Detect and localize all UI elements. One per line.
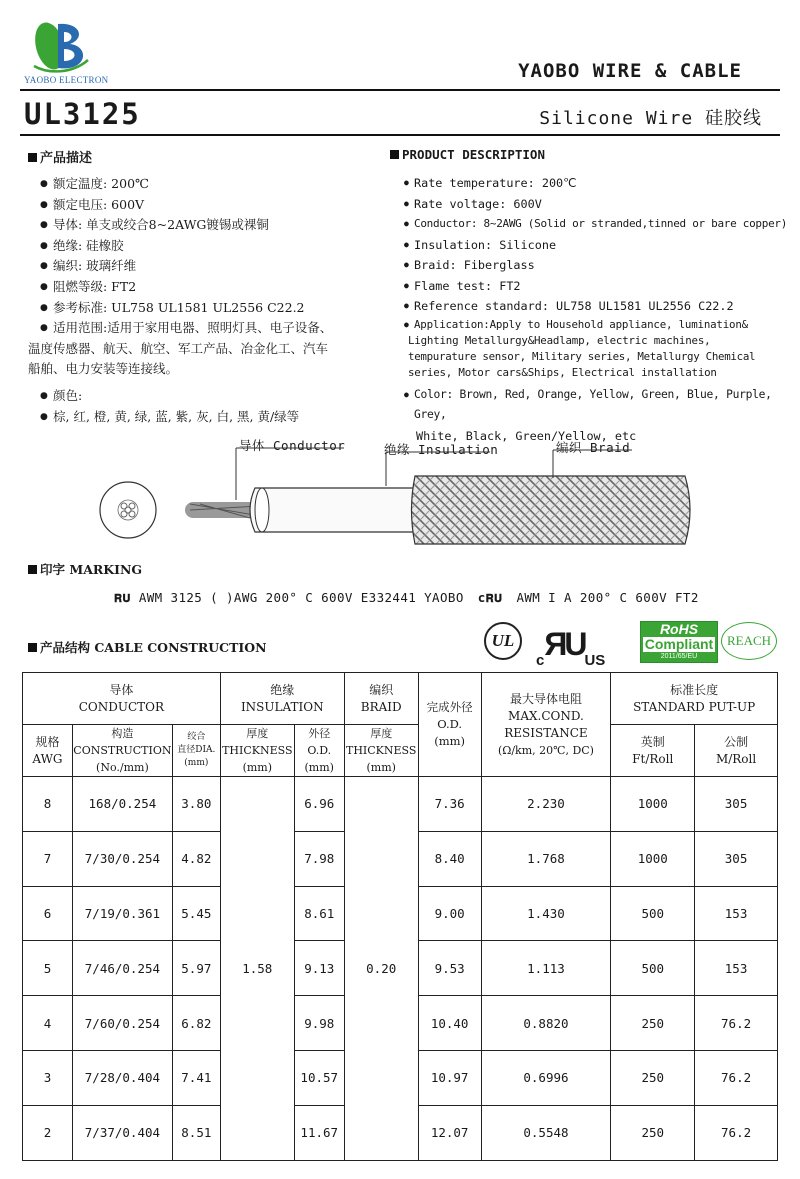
desc-cn-list [28,174,390,427]
cell-awg: 3 [23,1050,73,1105]
header-braid-thickness: 厚度 THICKNESS (mm) [344,725,418,777]
list-item: ● 参考标准: UL758 UL1581 UL2556 C22.2 [40,298,390,319]
cell-m-roll: 76.2 [695,1105,778,1160]
list-item: ● Rate voltage: 600V [404,194,794,215]
list-item: ● Insulation: Silicone [404,235,794,256]
desc-cn-heading: 产品描述 [28,147,92,166]
header-rule [20,89,780,91]
cell-ft-roll: 1000 [611,831,695,886]
cell-construction: 7/28/0.404 [72,1050,172,1105]
list-item: 船舶、电力安装等连接线。 [28,361,179,377]
cell-ins-od: 9.98 [294,996,344,1051]
logo-text: YAOBO ELECTRON [24,75,109,85]
cell-dia: 6.82 [172,996,220,1051]
header-resistance: 最大导体电阻 MAX.COND. RESISTANCE (Ω/km, 20℃, DC) [481,673,611,777]
cell-braid-thickness: 0.20 [344,777,418,1161]
cell-awg: 5 [23,941,73,996]
cell-construction: 7/46/0.254 [72,941,172,996]
company-name: YAOBO WIRE & CABLE [518,60,742,82]
cell-ins-thickness: 1.58 [220,777,294,1161]
cell-ins-od: 11.67 [294,1105,344,1160]
cell-construction: 7/37/0.404 [72,1105,172,1160]
braid-label: 编织 Braid [556,440,631,455]
header-od: 完成外径 O.D. (mm) [418,673,481,777]
cell-m-roll: 153 [695,886,778,941]
cell-od: 10.97 [418,1050,481,1105]
cell-resistance: 0.6996 [481,1050,611,1105]
list-item: ● 编织: 玻璃纤维 [40,256,390,277]
cell-m-roll: 305 [695,831,778,886]
table-row [23,777,778,832]
list-item: tempurature sensor, Military series, Metallurgy Chemical [408,349,756,363]
marking-text-2: AWM I A 200° C 600V FT2 [516,590,699,605]
cell-m-roll: 76.2 [695,1050,778,1105]
cell-dia: 5.97 [172,941,220,996]
list-item: White, Black, Green/Yellow, etc [416,428,637,443]
cell-ft-roll: 1000 [611,777,695,832]
cell-dia: 5.45 [172,886,220,941]
cell-resistance: 1.113 [481,941,611,996]
list-item: ● 棕, 红, 橙, 黄, 绿, 蓝, 紫, 灰, 白, 黑, 黄/绿等 [40,407,390,428]
ul-recognized-icon: 𝐑𝐔 [114,592,131,605]
list-item: ● 适用范围:适用于家用电器、照明灯具、电子设备、 [40,318,390,339]
cell-m-roll: 305 [695,777,778,832]
desc-en-list [404,173,794,446]
cell-od: 7.36 [418,777,481,832]
conductor-label: 导体 Conductor [239,438,346,453]
header-rule-bottom [20,134,780,136]
cell-od: 9.53 [418,941,481,996]
cell-m-roll: 153 [695,941,778,996]
header-ins-od: 外径 O.D. (mm) [294,725,344,777]
cell-ins-od: 6.96 [294,777,344,832]
cell-ft-roll: 500 [611,941,695,996]
marking-heading: 印字 MARKING [28,560,142,578]
header-construction: 构造 CONSTRUCTION (No./mm) [72,725,172,777]
ul-listed-icon: UL [484,622,522,660]
cell-m-roll: 76.2 [695,996,778,1051]
cable-diagram [90,440,710,560]
cell-resistance: 0.5548 [481,1105,611,1160]
list-item: ● 额定温度: 200℃ [40,174,390,195]
cell-ins-od: 7.98 [294,831,344,886]
cell-awg: 4 [23,996,73,1051]
list-item: ● 额定电压: 600V [40,195,390,216]
cell-resistance: 0.8820 [481,996,611,1051]
cell-od: 8.40 [418,831,481,886]
product-subtitle: Silicone Wire 硅胶线 [539,108,762,129]
rohs-compliant-icon: RoHS Compliant 2011/65/EU [640,621,718,663]
list-item: ● Braid: Fiberglass [404,255,794,276]
header-braid: 编织 BRAID [344,673,418,725]
list-item: ● Rate temperature: 200℃ [404,173,794,194]
construction-heading: 产品结构 CABLE CONSTRUCTION [28,638,267,656]
cell-ins-od: 10.57 [294,1050,344,1105]
cell-awg: 6 [23,886,73,941]
list-item: Lighting Metallurgy&Headlamp, electric machines, [408,333,711,347]
cell-dia: 3.80 [172,777,220,832]
list-item: ● Conductor: 8~2AWG (Solid or stranded,tinned or bare copper) [404,214,794,235]
cell-od: 10.40 [418,996,481,1051]
cell-dia: 7.41 [172,1050,220,1105]
insulation-label: 绝缘 Insulation [384,442,499,457]
cell-resistance: 2.230 [481,777,611,832]
header-ft-roll: 英制 Ft/Roll [611,725,695,777]
reach-icon: REACH [721,622,777,660]
list-item: 温度传感器、航天、航空、军工产品、冶金化工、汽车 [28,340,329,356]
cell-construction: 7/30/0.254 [72,831,172,886]
cell-resistance: 1.768 [481,831,611,886]
list-item: ● Flame test: FT2 [404,276,794,297]
list-item: series, Motor cars&Ships, Electrical installation [408,365,717,379]
header-conductor: 导体 CONDUCTOR [23,673,221,725]
list-item: ● Reference standard: UL758 UL1581 UL2556 C22.2 [404,296,794,317]
list-item: ● 颜色: [40,386,390,407]
cell-dia: 8.51 [172,1105,220,1160]
cell-dia: 4.82 [172,831,220,886]
logo-icon [28,16,98,76]
c-ur-us-icon: cЯUUS [536,626,606,669]
list-item: ● Color: Brown, Red, Orange, Yellow, Green, Blue, Purple, Grey, [404,385,794,426]
list-item: ● 绝缘: 硅橡胶 [40,236,390,257]
cell-ft-roll: 250 [611,1050,695,1105]
cable-construction-table [22,672,778,1161]
marking-text-1: AWM 3125 ( )AWG 200° C 600V E332441 YAOBO [138,590,464,605]
list-item: ● Application:Apply to Household appliance, lumination& [404,317,794,333]
c-ul-recognized-icon: c𝐑𝐔 [477,590,503,605]
cell-ins-od: 8.61 [294,886,344,941]
cell-construction: 168/0.254 [72,777,172,832]
list-item: ● 阻燃等级: FT2 [40,277,390,298]
cell-ft-roll: 500 [611,886,695,941]
cell-resistance: 1.430 [481,886,611,941]
cell-construction: 7/19/0.361 [72,886,172,941]
marking-text [114,590,699,606]
cell-od: 9.00 [418,886,481,941]
header-dia: 绞合 直径DIA. (mm) [172,725,220,777]
header-insulation: 绝缘 INSULATION [220,673,344,725]
list-item: ● 导体: 单支或绞合8~2AWG镀锡或裸铜 [40,215,390,236]
model-title: UL3125 [24,97,141,131]
cell-ft-roll: 250 [611,1105,695,1160]
cell-ins-od: 9.13 [294,941,344,996]
header-m-roll: 公制 M/Roll [695,725,778,777]
cell-ft-roll: 250 [611,996,695,1051]
header-ins-thickness: 厚度 THICKNESS (mm) [220,725,294,777]
cell-awg: 8 [23,777,73,832]
company-logo [24,16,109,86]
cell-od: 12.07 [418,1105,481,1160]
header-awg: 规格 AWG [23,725,73,777]
cell-construction: 7/60/0.254 [72,996,172,1051]
desc-en-heading: PRODUCT DESCRIPTION [390,147,545,162]
cell-awg: 2 [23,1105,73,1160]
header-putup: 标准长度 STANDARD PUT-UP [611,673,778,725]
cell-awg: 7 [23,831,73,886]
